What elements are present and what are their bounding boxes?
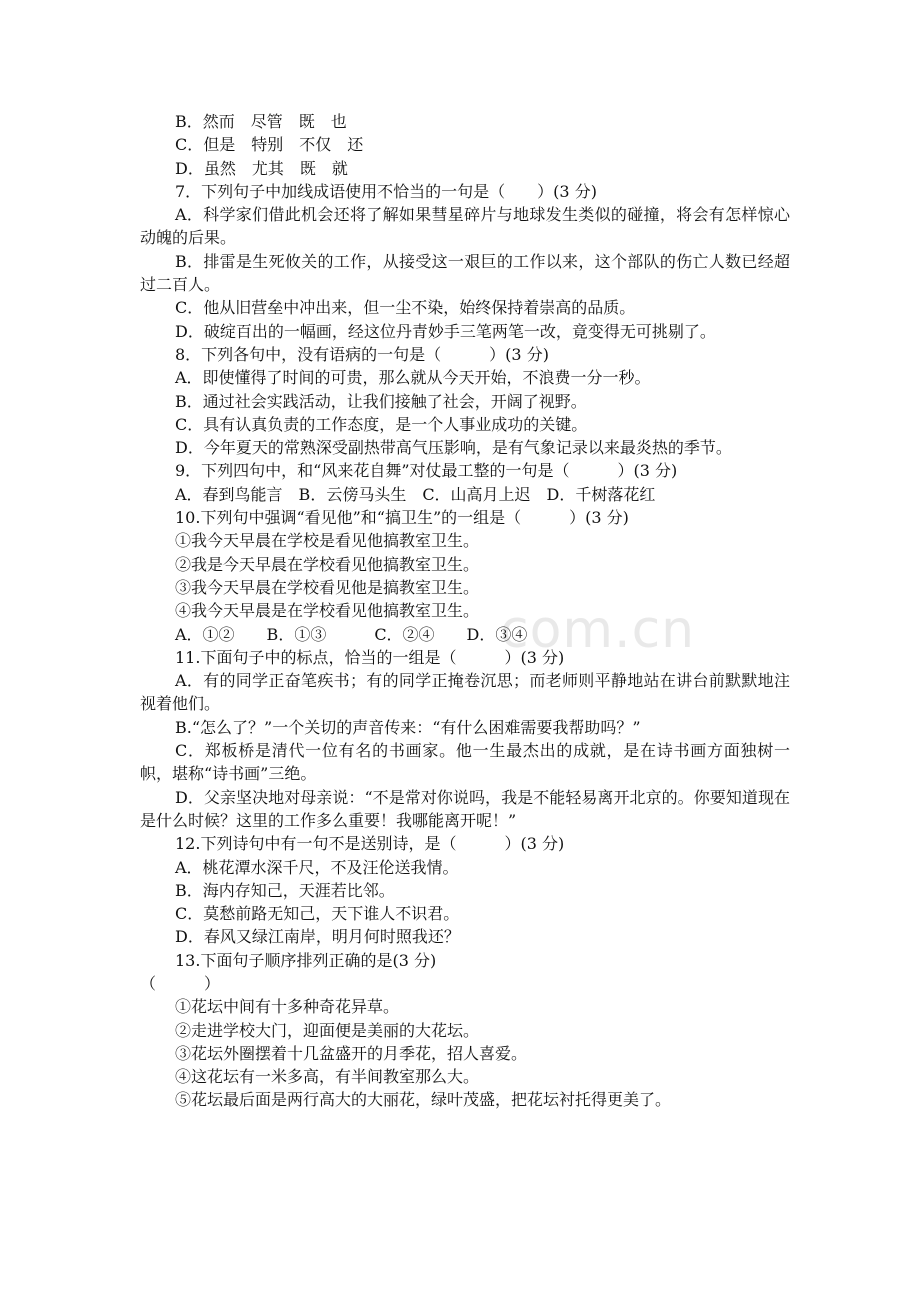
text-line: A．有的同学正奋笔疾书；有的同学正掩卷沉思；而老师则平静地站在讲台前默默地注视着他们。 xyxy=(140,671,790,714)
watermark: com.cn xyxy=(500,600,696,660)
text-line: ②我是今天早晨在学校看见他搞教室卫生。 xyxy=(175,554,480,574)
text-line: C．具有认真负责的工作态度，是一个人事业成功的关键。 xyxy=(175,414,588,434)
text-line: 7．下列句子中加线成语使用不恰当的一句是（ ）(3 分) xyxy=(175,181,597,201)
text-line: A．①② B．①③ C．②④ D．③④ xyxy=(175,624,528,644)
text-line: ①花坛中间有十多种奇花异草。 xyxy=(175,997,400,1017)
text-line: 12.下列诗句中有一句不是送别诗，是（ ）(3 分) xyxy=(175,834,565,854)
text-line: 9．下列四句中，和“风来花自舞”对仗最工整的一句是（ ）(3 分) xyxy=(175,461,678,481)
text-line: 13.下面句子顺序排列正确的是(3 分) xyxy=(175,950,437,970)
text-line: ③花坛外圈摆着十几盆盛开的月季花，招人喜爱。 xyxy=(175,1043,528,1063)
text-line: B．通过社会实践活动，让我们接触了社会，开阔了视野。 xyxy=(175,391,587,411)
text-line: D．父亲坚决地对母亲说：“不是常对你说吗，我是不能轻易离开北京的。你要知道现在是什么时候？这里的工作多么重要！我哪能离开呢！” xyxy=(140,787,790,830)
text-line: C．他从旧营垒中冲出来，但一尘不染，始终保持着崇高的品质。 xyxy=(175,298,636,318)
text-line: ③我今天早晨在学校看见他是搞教室卫生。 xyxy=(175,577,480,597)
text-line: A．即使懂得了时间的可贵，那么就从今天开始，不浪费一分一秒。 xyxy=(175,368,651,388)
text-line: ②走进学校大门，迎面便是美丽的大花坛。 xyxy=(175,1020,480,1040)
text-line: D．今年夏天的常熟深受副热带高气压影响，是有气象记录以来最炎热的季节。 xyxy=(175,438,732,458)
text-line: ①我今天早晨在学校是看见他搞教室卫生。 xyxy=(175,531,480,551)
text-line: D．虽然 尤其 既 就 xyxy=(175,158,348,178)
text-line: A．桃花潭水深千尺，不及汪伦送我情。 xyxy=(175,857,459,877)
text-line: ⑤花坛最后面是两行高大的大丽花，绿叶茂盛，把花坛衬托得更美了。 xyxy=(175,1090,672,1110)
text-line: B．排雷是生死攸关的工作，从接受这一艰巨的工作以来，这个部队的伤亡人数已经超过二百人。 xyxy=(140,251,790,295)
document-body xyxy=(140,110,790,1112)
text-line: B.“怎么了？”一个关切的声音传来：“有什么困难需要我帮助吗？” xyxy=(175,717,641,737)
text-line: B．海内存知己，天涯若比邻。 xyxy=(175,880,395,900)
text-line: 8．下列各句中，没有语病的一句是（ ）(3 分) xyxy=(175,344,549,364)
text-line: C．莫愁前路无知己，天下谁人不识君。 xyxy=(175,904,460,924)
text-line: C．郑板桥是清代一位有名的书画家。他一生最杰出的成就，是在诗书画方面独树一帜，堪称“诗书画”三绝。 xyxy=(140,741,790,784)
text-line: A．科学家们借此机会还将了解如果彗星碎片与地球发生类似的碰撞，将会有怎样惊心动魄的后果。 xyxy=(140,205,790,248)
text-line: 10.下列句中强调“看见他”和“搞卫生”的一组是（ ）(3 分) xyxy=(175,508,629,528)
text-line: ④这花坛有一米多高，有半间教室那么大。 xyxy=(175,1067,480,1087)
text-line: C．但是 特别 不仅 还 xyxy=(175,135,364,155)
text-line: ④我今天早晨是在学校看见他搞教室卫生。 xyxy=(175,601,480,621)
text-line: D．破绽百出的一幅画，经这位丹青妙手三笔两笔一改，竟变得无可挑剔了。 xyxy=(175,321,716,341)
text-line: 11.下面句子中的标点，恰当的一组是（ ）(3 分) xyxy=(175,647,565,667)
text-line: D．春风又绿江南岸，明月何时照我还？ xyxy=(175,927,460,947)
text-line: A．春到鸟能言 B．云傍马头生 C．山高月上迟 D．千树落花红 xyxy=(175,484,656,504)
text-line: B．然而 尽管 既 也 xyxy=(175,112,347,131)
text-line: （ ） xyxy=(140,973,221,993)
